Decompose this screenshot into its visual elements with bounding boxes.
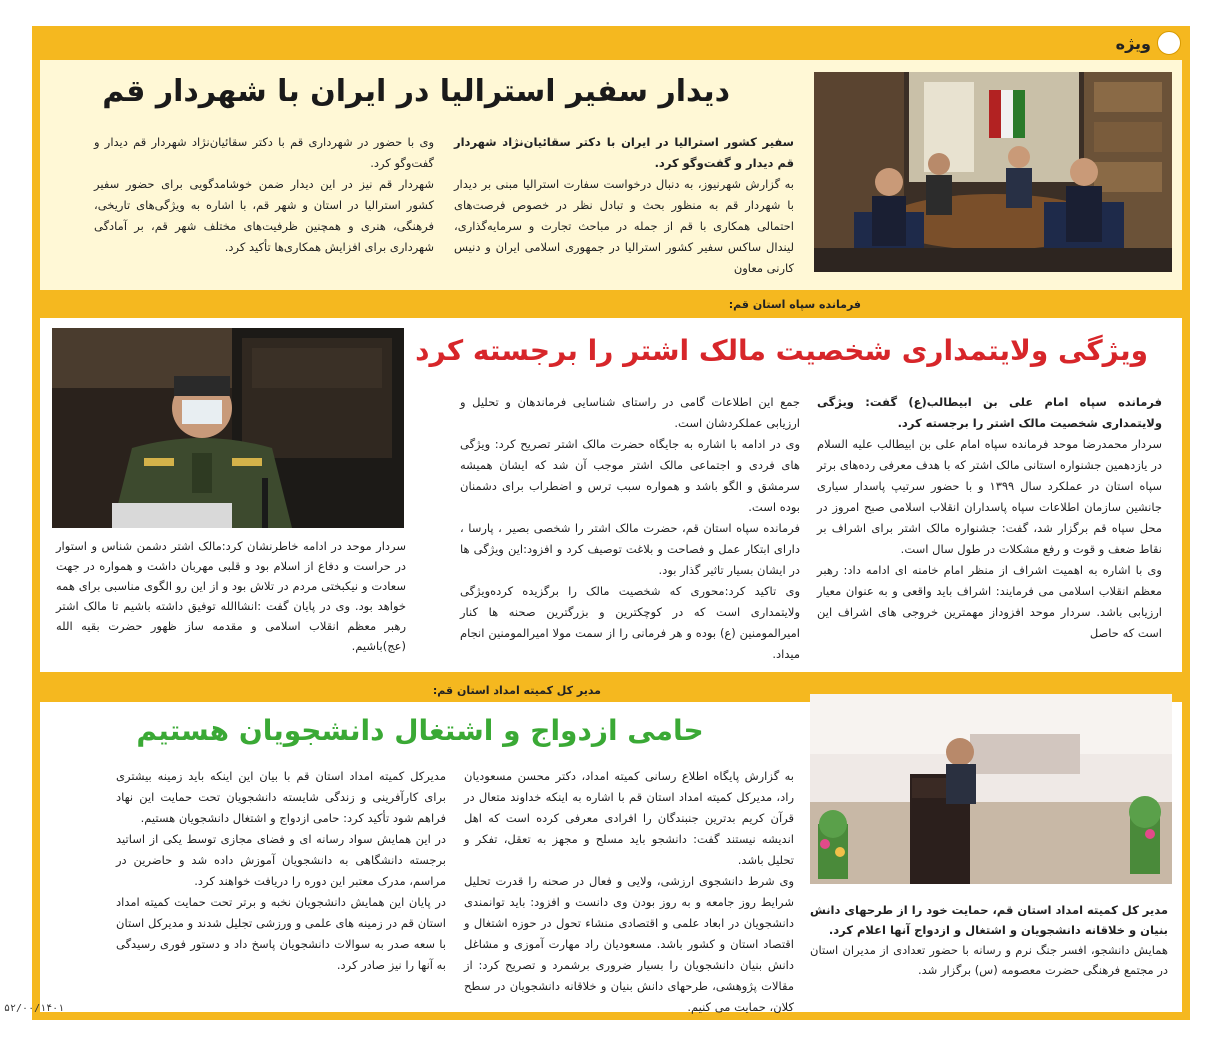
circle-icon (1157, 31, 1181, 55)
body-paragraph: شهردار قم نیز در این دیدار ضمن خوشامدگویی برای حضور سفیر کشور استرالیا در استان و شهر قم، با اشاره به ویژگی‌های تاریخی، فرهنگی، هنری و همچنین ظرفیت‌های مختلف شهر قم، بر آمادگی شهرداری برای افزایش همکاری‌ها تأکید کرد. (94, 177, 434, 254)
lead-paragraph: سفیر کشور استرالیا در ایران با دکتر سقائیان‌نژاد شهردار قم دیدار و گفت‌وگو کرد. (454, 135, 794, 170)
meeting-photo (814, 72, 1172, 272)
lead-paragraph: فرمانده سپاه امام علی بن ابیطالب(ع) گفت: ویژگی ولایتمداری شخصیت مالک اشتر را برجسته کرد. (817, 395, 1162, 430)
article-column-middle (460, 392, 800, 661)
article-column-right (454, 132, 794, 282)
kicker: مدیر کل کمیته امداد استان قم: (432, 684, 601, 697)
caption-body: همایش دانشجو، افسر جنگ نرم و رسانه با حضور تعدادی از مدیران استان در مجتمع فرهنگی حضرت معصومه (س) برگزار شد. (810, 943, 1168, 977)
body-paragraph: در این همایش سواد رسانه ای و فضای مجازی توسط یکی از اساتید برجسته دانشگاهی به دانشجویان آموزش داده شد و حاضرین در مراسم، مدرک معتبر این دوره را دریافت خواهند کرد. (116, 832, 446, 888)
body-paragraph: وی در ادامه با اشاره به جایگاه حضرت مالک اشتر تصریح کرد: ویژگی های فردی و اجتماعی مالک اشتر موجب آن شد که ایشان همیشه سرمشق و الگو باشد و همواره سبب ترس و اضطراب برای دشمنان بوده است. (460, 437, 800, 514)
page-code: ۵۲/۰۰/۱۴۰۱ (4, 1003, 65, 1014)
body-paragraph: مدیرکل کمیته امداد استان قم با بیان این اینکه باید زمینه بیشتری برای کارآفرینی و زندگی شایسته دانشجویان تحت حمایت این نهاد فراهم شود تأکید کرد: حامی ازدواج و اشتغال دانشجویان هستیم. (116, 769, 446, 825)
article-column-left (94, 132, 434, 282)
body-paragraph: فرمانده سپاه استان قم، حضرت مالک اشتر را شخصی بصیر ، پارسا ، دارای ابتکار عمل و فصاحت و بلاغت توصیف کرد و افزود:این ویژگی ها در ایشان بسیار تاثیر گذار بود. (460, 521, 800, 577)
body-paragraph: وی تاکید کرد:محوری که شخصیت مالک را برگزیده کرده‌ویژگی ولایتمداری است که در کوچکترین و بزرگترین صحنه ها کنار امیرالمومنین (ع) بوده و هر فرمانی را از سمت مولا امیرالمومنین انجام میداد. (460, 584, 800, 661)
section-tag-label: ویژه (1115, 33, 1151, 53)
photo-caption (810, 900, 1168, 1000)
body-paragraph: به گزارش شهرنیوز، به دنبال درخواست سفارت استرالیا مبنی بر دیدار با شهردار قم به منظور بحث و تبادل نظر در خصوص فرصت‌های احتمالی همکاری با قم از جمله در مباحث تجارت و سرمایه‌گذاری، لیندال ساکس سفیر کشور استرالیا در جمهوری اسلامی ایران و دنیس کارنی معاون (454, 177, 794, 275)
body-paragraph: وی با اشاره به اهمیت اشراف از منظر امام خامنه ای ادامه داد: رهبر معظم انقلاب اسلامی می فرمایند: اشراف باید واقعی و به عنوان معیار ارزیابی باشد. سردار موحد افزوداز مهمترین خروجی های اشراف این است که حاصل (817, 563, 1162, 640)
article-australia-ambassador (40, 60, 1182, 290)
commander-photo (52, 328, 404, 528)
section-tag (1116, 30, 1181, 56)
body-paragraph: در پایان این همایش دانشجویان نخبه و برتر تحت حمایت کمیته امداد استان قم در زمینه های علمی و ورزشی تجلیل شدند و مدیرکل استان با سعه صدر به سوالات دانشجویان پاسخ داد و دستور فوری رسیدگی به آنها را نیز صادر کرد. (116, 895, 446, 972)
body-paragraph: به گزارش پایگاه اطلاع رسانی کمیته امداد، دکتر محسن مسعودیان راد، مدیرکل کمیته امداد استان قم با اشاره به اینکه خداوند متعال در قرآن کریم بدترین جنبندگان را افرادی معرفی کرده است که اهل اندیشه نیستند گفت: دانشجو باید مسلح و مجهز به تعقل، تفکر و تحلیل باشد. (464, 769, 794, 867)
headline: ویژگی ولایتمداری شخصیت مالک اشتر را برجسته کرد (415, 334, 1148, 367)
headline: حامی ازدواج و اشتغال دانشجویان هستیم (136, 714, 704, 747)
kicker: فرمانده سپاه استان قم: (728, 298, 861, 311)
article-relief-committee (40, 702, 1182, 1012)
article-malek-ashtar (40, 318, 1182, 672)
caption-lead: مدیر کل کمیته امداد استان قم، حمایت خود را از طرحهای دانش بنیان و خلاقانه دانشجویان و اشتغال و ازدواج آنها اعلام کرد. (809, 903, 1168, 937)
article-column-right (817, 392, 1162, 654)
article-column-middle (464, 766, 794, 1014)
body-paragraph: سردار محمدرضا موحد فرمانده سپاه امام علی بن ابیطالب علیه السلام در یازدهمین جشنواره استانی مالک اشتر که با هدف معرفی رده‌های برتر سپاه استان در عملکرد سال ۱۳۹۹ و با حضور سرتیپ پاسدار سیاری جانشین سازمان اطلاعات سپاه پاسداران انقلاب اسلامی صبح امروز در محل سپاه قم برگزار شد، گفت: جشنواره مالک اشتر برای اشراف بر نقاط ضعف و قوت و رفع مشکلات در طول سال است. (817, 437, 1162, 556)
body-paragraph: وی شرط دانشجوی ارزشی، ولایی و فعال در صحنه را قدرت تحلیل شرایط روز جامعه و به روز بودن وی دانست و افزود: باید توانمندی دانشجویان در ابعاد علمی و اقتصادی منشاء تحول در حوزه اشتغال و اقتصاد استان و کشور باشد. مسعودیان راد مهارت آموزی و مشاغل دانش بنیان دانشجویان را بسیار ضروری برشمرد و تصریح کرد: از مقالات پژوهشی، طرحهای دانش بنیان و خلاقانه دانشجویان در سطح کلان، حمایت می کنیم. (464, 874, 794, 1014)
headline: دیدار سفیر استرالیا در ایران با شهردار قم (102, 74, 730, 109)
conference-photo (810, 694, 1172, 884)
body-paragraph: وی با حضور در شهرداری قم با دکتر سقائیان‌نژاد شهردار قم دیدار و گفت‌وگو کرد. (94, 135, 434, 170)
body-paragraph: جمع این اطلاعات گامی در راستای شناسایی فرماندهان و تحلیل و ارزیابی عملکردشان است. (460, 395, 800, 430)
photo-caption-column: سردار موحد در ادامه خاطرنشان کرد:مالک اشتر دشمن شناس و استوار در حراست و دفاع از اسلام بود و قلبی مهربان داشت و همواره در جهت سعادت و نیکبختی مردم در تلاش بود و از این رو الگوی مناسبی برای همه خواهد بود. وی در پایان گفت :انشاالله توفیق داشته باشیم تا مالک اشتر رهبر معظم انقلاب اسلامی و مقدمه ساز ظهور حضرت بقیه الله (عج)باشیم. (56, 539, 406, 653)
article-column-left (116, 766, 446, 1002)
